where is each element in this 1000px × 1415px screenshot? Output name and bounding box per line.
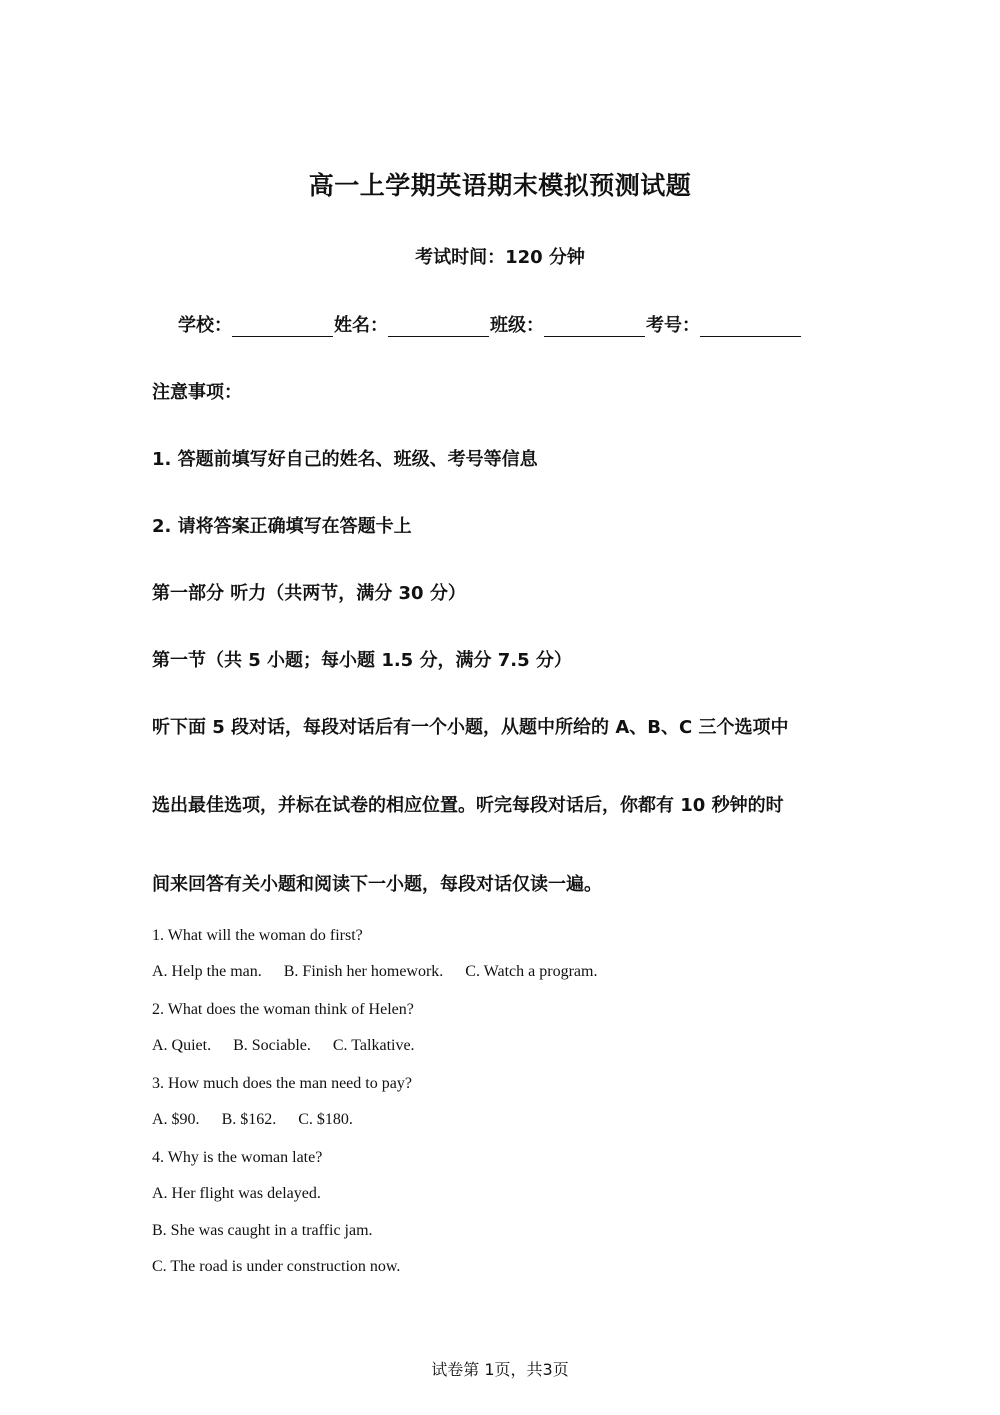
school-label: 学校： (178, 315, 232, 336)
name-blank[interactable] (388, 316, 489, 337)
option-a[interactable]: A. Quiet. (152, 1037, 212, 1054)
class-label: 班级： (490, 315, 544, 336)
part-heading: 第一部分 听力（共两节，满分 30 分） (152, 583, 466, 604)
note-item: 2. 请将答案正确填写在答题卡上 (152, 516, 412, 537)
option-b[interactable]: B. Sociable. (233, 1037, 311, 1054)
option-b[interactable]: B. $162. (221, 1111, 277, 1128)
notes-heading: 注意事项： (152, 382, 242, 403)
question-stem: 3. How much does the man need to pay? (152, 1075, 412, 1092)
page-footer: 试卷第 1页，共3页 (431, 1360, 569, 1379)
exam-number-label: 考号： (646, 315, 700, 336)
section-heading: 第一节（共 5 小题；每小题 1.5 分，满分 7.5 分） (152, 650, 572, 671)
option-c[interactable]: C. Watch a program. (465, 963, 598, 980)
student-info-row (178, 311, 802, 337)
option-a[interactable]: A. Help the man. (152, 963, 262, 980)
name-label: 姓名： (334, 315, 388, 336)
question-options (152, 1111, 371, 1129)
option-c[interactable]: C. Talkative. (332, 1037, 415, 1054)
option-a[interactable]: A. Her flight was delayed. (152, 1185, 321, 1202)
question-stem: 1. What will the woman do first? (152, 927, 363, 944)
question-stem: 4. Why is the woman late? (152, 1149, 323, 1166)
exam-time: 考试时间：120 分钟 (415, 247, 585, 268)
question-options (152, 1037, 433, 1055)
question-options (152, 963, 615, 981)
instruction-line: 听下面 5 段对话，每段对话后有一个小题，从题中所给的 A、B、C 三个选项中 (152, 717, 789, 738)
page-title: 高一上学期英语期末模拟预测试题 (308, 171, 692, 200)
instruction-line: 间来回答有关小题和阅读下一小题，每段对话仅读一遍。 (152, 874, 602, 895)
option-b[interactable]: B. Finish her homework. (283, 963, 444, 980)
option-a[interactable]: A. $90. (152, 1111, 200, 1128)
option-c[interactable]: C. $180. (298, 1111, 353, 1128)
option-c[interactable]: C. The road is under construction now. (152, 1258, 401, 1275)
instruction-line: 选出最佳选项，并标在试卷的相应位置。听完每段对话后，你都有 10 秒钟的时 (152, 795, 784, 816)
exam-number-blank[interactable] (700, 316, 801, 337)
option-b[interactable]: B. She was caught in a traffic jam. (152, 1222, 373, 1239)
question-stem: 2. What does the woman think of Helen? (152, 1001, 414, 1018)
school-blank[interactable] (232, 316, 333, 337)
class-blank[interactable] (544, 316, 645, 337)
note-item: 1. 答题前填写好自己的姓名、班级、考号等信息 (152, 449, 538, 470)
